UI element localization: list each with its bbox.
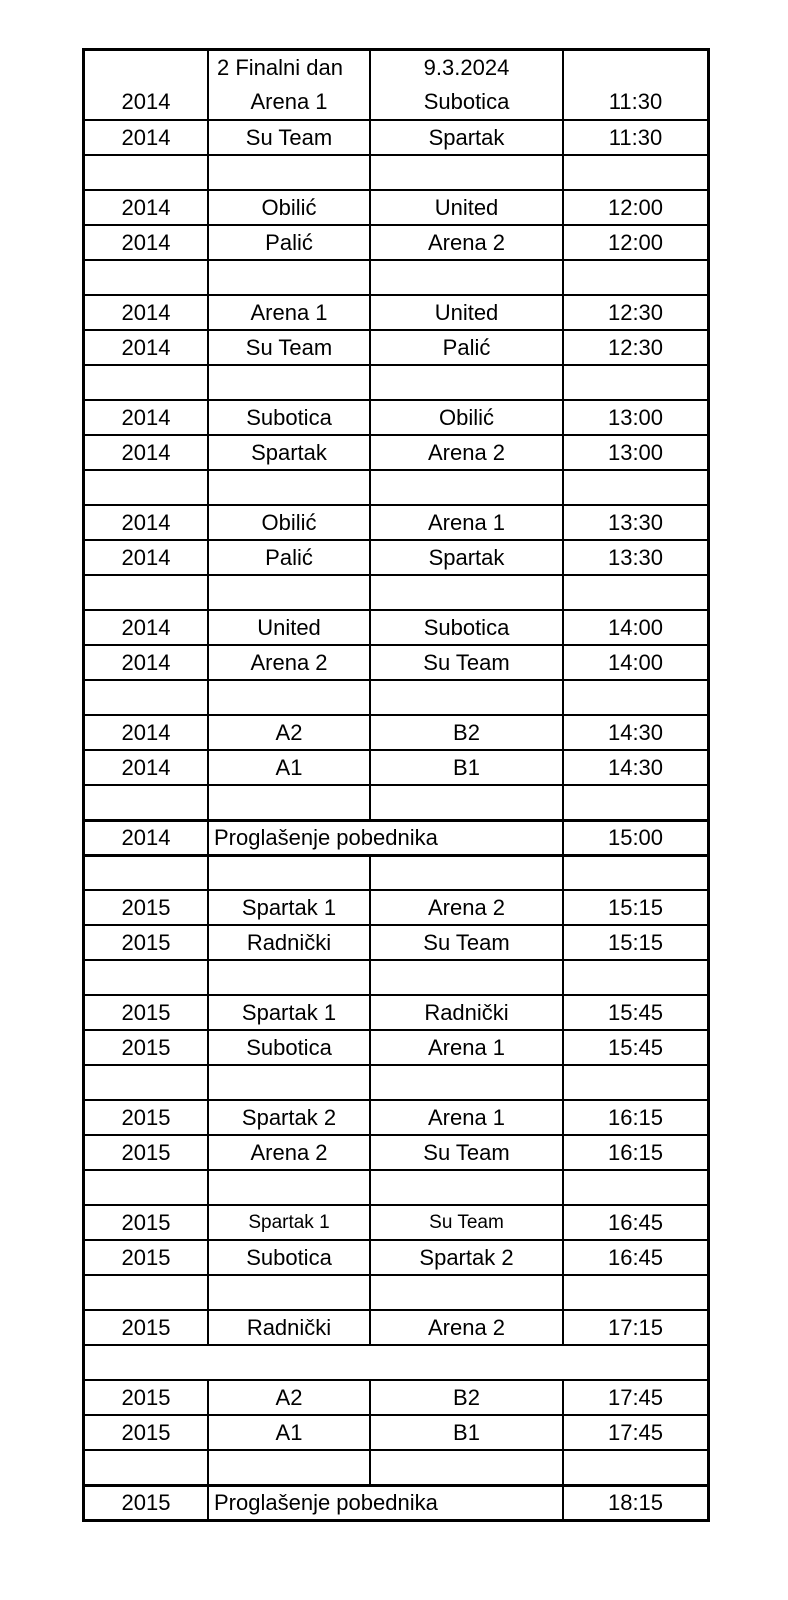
year-cell: 2014: [85, 296, 209, 329]
blank-cell: [85, 1276, 209, 1309]
header-empty-cell: [85, 51, 209, 85]
time-cell: 16:15: [607, 1139, 664, 1165]
time-cell: 12:30: [607, 334, 664, 360]
blank-cell: [564, 786, 707, 819]
home-team-cell: A2: [209, 716, 371, 749]
match-row: [85, 399, 707, 434]
home-team-cell: Spartak 1: [209, 891, 371, 924]
home-team-cell: A1: [209, 751, 371, 784]
blank-cell: [85, 1451, 209, 1484]
home-team-cell: A2: [209, 1381, 371, 1414]
blank-cell: [371, 786, 564, 819]
blank-cell: [209, 1451, 371, 1484]
time-cell: 15:15: [607, 894, 664, 920]
time-cell: 12:00: [607, 229, 664, 255]
home-team-cell: Spartak 1: [209, 996, 371, 1029]
home-team-cell: Arena 1: [209, 85, 371, 119]
home-team-cell: Spartak 1: [209, 1206, 371, 1239]
award-label-cell: Proglašenje pobednika: [209, 1487, 564, 1519]
match-row: [85, 1029, 707, 1064]
time-cell: 14:30: [607, 754, 664, 780]
home-team-cell: Su Team: [209, 121, 371, 154]
time-cell: 15:45: [607, 999, 664, 1025]
year-cell: 2014: [85, 401, 209, 434]
match-row: [85, 1099, 707, 1134]
blank-row: [85, 854, 707, 889]
award-row: [85, 1484, 707, 1519]
away-team-cell: Spartak: [371, 541, 564, 574]
blank-cell: [85, 961, 209, 994]
match-row: [85, 1414, 707, 1449]
year-cell: 2014: [85, 331, 209, 364]
year-cell: 2014: [85, 85, 209, 119]
blank-cell: [85, 1066, 209, 1099]
away-team-cell: Arena 1: [371, 1031, 564, 1064]
blank-row: [85, 259, 707, 294]
blank-cell: [209, 857, 371, 889]
time-cell: 16:45: [607, 1209, 664, 1235]
blank-cell: [209, 1066, 371, 1099]
away-team-cell: Su Team: [371, 1206, 564, 1239]
away-team-cell: Arena 1: [371, 506, 564, 539]
blank-cell: [371, 471, 564, 504]
blank-cell: [85, 857, 209, 889]
blank-cell: [85, 261, 209, 294]
blank-cell: [564, 1171, 707, 1204]
blank-cell: [85, 156, 209, 189]
time-cell: 13:00: [607, 404, 664, 430]
time-cell: 14:00: [607, 649, 664, 675]
time-cell: 17:15: [607, 1314, 664, 1340]
time-cell: 15:15: [607, 929, 664, 955]
blank-row: [85, 959, 707, 994]
blank-cell: [564, 576, 707, 609]
time-cell: 11:30: [608, 124, 663, 150]
blank-row: [85, 469, 707, 504]
year-cell: 2015: [85, 1416, 209, 1449]
blank-cell: [564, 961, 707, 994]
blank-cell: [209, 261, 371, 294]
year-cell: 2015: [85, 1241, 209, 1274]
header-empty-cell: [564, 51, 707, 85]
blank-row: [85, 679, 707, 714]
year-cell: 2015: [85, 1101, 209, 1134]
home-team-cell: Subotica: [209, 1031, 371, 1064]
blank-cell: [209, 471, 371, 504]
home-team-cell: Su Team: [209, 331, 371, 364]
home-team-cell: Arena 1: [209, 296, 371, 329]
blank-row: [85, 1064, 707, 1099]
home-team-cell: Arena 2: [209, 646, 371, 679]
year-cell: 2015: [85, 1487, 209, 1519]
year-cell: 2015: [85, 1311, 209, 1344]
time-cell: 13:30: [607, 509, 664, 535]
year-cell: 2014: [85, 611, 209, 644]
match-row: [85, 539, 707, 574]
blank-cell: [209, 1276, 371, 1309]
away-team-cell: Arena 1: [371, 1101, 564, 1134]
blank-cell: [564, 366, 707, 399]
blank-cell: [85, 576, 209, 609]
away-team-cell: B1: [371, 751, 564, 784]
time-cell: 12:30: [607, 299, 664, 325]
year-cell: 2014: [85, 226, 209, 259]
header-row: [85, 51, 707, 85]
blank-cell: [209, 576, 371, 609]
time-cell: 15:45: [607, 1034, 664, 1060]
home-team-cell: Palić: [209, 541, 371, 574]
blank-row: [85, 1274, 707, 1309]
schedule-table: [82, 48, 710, 1522]
blank-cell: [209, 961, 371, 994]
blank-cell: [564, 1066, 707, 1099]
time-cell: 17:45: [607, 1419, 664, 1445]
match-row: [85, 1134, 707, 1169]
year-cell: 2014: [85, 121, 209, 154]
away-team-cell: Subotica: [371, 85, 564, 119]
blank-cell: [85, 1171, 209, 1204]
home-team-cell: Subotica: [209, 401, 371, 434]
away-team-cell: B2: [371, 1381, 564, 1414]
match-row: [85, 1204, 707, 1239]
home-team-cell: Radnički: [209, 1311, 371, 1344]
blank-cell: [564, 857, 707, 889]
away-team-cell: Spartak: [371, 121, 564, 154]
blank-cell: [371, 1451, 564, 1484]
event-date: 9.3.2024: [371, 51, 564, 85]
match-row: [85, 1309, 707, 1344]
away-team-cell: Su Team: [371, 1136, 564, 1169]
match-row: [85, 189, 707, 224]
away-team-cell: Arena 2: [371, 436, 564, 469]
year-cell: 2014: [85, 191, 209, 224]
match-row: [85, 329, 707, 364]
schedule-rows: [85, 85, 707, 1519]
blank-cell: [564, 1451, 707, 1484]
match-row: [85, 609, 707, 644]
blank-cell: [85, 366, 209, 399]
year-cell: 2015: [85, 1136, 209, 1169]
blank-cell: [209, 1171, 371, 1204]
blank-cell: [371, 681, 564, 714]
blank-cell: [564, 471, 707, 504]
year-cell: 2014: [85, 716, 209, 749]
blank-cell: [209, 786, 371, 819]
away-team-cell: Arena 2: [371, 891, 564, 924]
blank-cell: [371, 156, 564, 189]
blank-cell: [371, 576, 564, 609]
blank-cell: [209, 156, 371, 189]
match-row: [85, 85, 707, 119]
away-team-cell: Spartak 2: [371, 1241, 564, 1274]
blank-cell: [371, 261, 564, 294]
year-cell: 2014: [85, 506, 209, 539]
year-cell: 2015: [85, 1031, 209, 1064]
home-team-cell: Radnički: [209, 926, 371, 959]
time-cell: 11:30: [608, 89, 663, 114]
match-row: [85, 434, 707, 469]
time-cell: 16:15: [607, 1104, 664, 1130]
year-cell: 2015: [85, 1381, 209, 1414]
blank-cell: [371, 1171, 564, 1204]
blank-cell: [564, 156, 707, 189]
away-team-cell: Palić: [371, 331, 564, 364]
time-cell: 13:30: [607, 544, 664, 570]
year-cell: 2014: [85, 751, 209, 784]
award-row: [85, 819, 707, 854]
final-day-label: 2 Finalni dan: [209, 51, 371, 85]
home-team-cell: Spartak: [209, 436, 371, 469]
blank-cell: [564, 681, 707, 714]
year-cell: 2015: [85, 996, 209, 1029]
year-cell: 2014: [85, 436, 209, 469]
match-row: [85, 889, 707, 924]
away-team-cell: Radnički: [371, 996, 564, 1029]
spacer-cell: [85, 1346, 707, 1379]
match-row: [85, 644, 707, 679]
year-cell: 2015: [85, 891, 209, 924]
away-team-cell: B2: [371, 716, 564, 749]
away-team-cell: Obilić: [371, 401, 564, 434]
home-team-cell: United: [209, 611, 371, 644]
blank-cell: [564, 261, 707, 294]
home-team-cell: Palić: [209, 226, 371, 259]
blank-cell: [371, 961, 564, 994]
away-team-cell: United: [371, 296, 564, 329]
blank-row: [85, 574, 707, 609]
blank-cell: [371, 366, 564, 399]
home-team-cell: Arena 2: [209, 1136, 371, 1169]
away-team-cell: Arena 2: [371, 1311, 564, 1344]
time-cell: 16:45: [607, 1244, 664, 1270]
away-team-cell: Arena 2: [371, 226, 564, 259]
away-team-cell: Su Team: [371, 926, 564, 959]
blank-cell: [371, 857, 564, 889]
blank-row: [85, 784, 707, 819]
home-team-cell: Obilić: [209, 191, 371, 224]
match-row: [85, 749, 707, 784]
away-team-cell: United: [371, 191, 564, 224]
home-team-cell: A1: [209, 1416, 371, 1449]
blank-cell: [371, 1276, 564, 1309]
match-row: [85, 504, 707, 539]
blank-row: [85, 1449, 707, 1484]
away-team-cell: Subotica: [371, 611, 564, 644]
time-cell: 14:00: [607, 614, 664, 640]
blank-row: [85, 364, 707, 399]
blank-cell: [209, 366, 371, 399]
blank-cell: [85, 786, 209, 819]
time-cell: 18:15: [607, 1490, 664, 1515]
blank-cell: [85, 471, 209, 504]
year-cell: 2014: [85, 822, 209, 854]
time-cell: 14:30: [607, 719, 664, 745]
time-cell: 17:45: [607, 1384, 664, 1410]
year-cell: 2015: [85, 926, 209, 959]
year-cell: 2014: [85, 541, 209, 574]
blank-cell: [564, 1276, 707, 1309]
time-cell: 12:00: [607, 194, 664, 220]
match-row: [85, 924, 707, 959]
blank-cell: [371, 1066, 564, 1099]
match-row: [85, 714, 707, 749]
away-team-cell: Su Team: [371, 646, 564, 679]
spacer-row: [85, 1344, 707, 1379]
home-team-cell: Subotica: [209, 1241, 371, 1274]
match-row: [85, 224, 707, 259]
match-row: [85, 119, 707, 154]
year-cell: 2015: [85, 1206, 209, 1239]
year-cell: 2014: [85, 646, 209, 679]
match-row: [85, 1379, 707, 1414]
blank-cell: [85, 681, 209, 714]
time-cell: 13:00: [607, 439, 664, 465]
blank-cell: [209, 681, 371, 714]
match-row: [85, 994, 707, 1029]
match-row: [85, 294, 707, 329]
award-label-cell: Proglašenje pobednika: [209, 822, 564, 854]
home-team-cell: Obilić: [209, 506, 371, 539]
away-team-cell: B1: [371, 1416, 564, 1449]
blank-row: [85, 1169, 707, 1204]
home-team-cell: Spartak 2: [209, 1101, 371, 1134]
time-cell: 15:00: [607, 825, 664, 850]
match-row: [85, 1239, 707, 1274]
blank-row: [85, 154, 707, 189]
